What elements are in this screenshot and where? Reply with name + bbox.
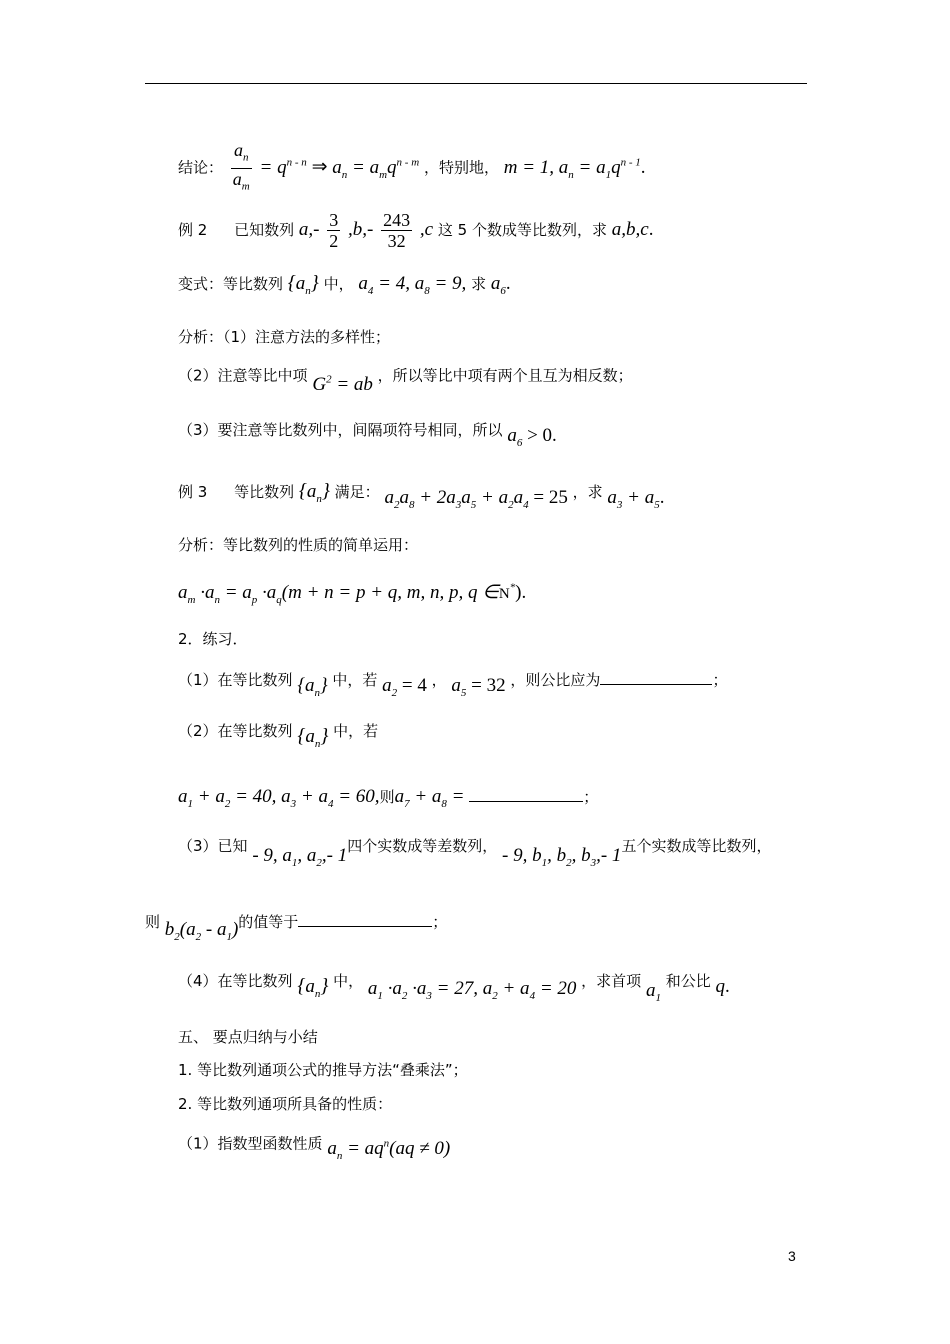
variant-target: $a_6$. (490, 273, 511, 297)
practice-item4: （4）在等比数列 $\{a_n\}$ 中， $a_1 \cdot a_2 \cdot a_3 = 27$, $a_2 + a_4 = 20$ ，求首项 $a_1$ 和公比 q. (178, 972, 730, 1004)
answer-blank-1[interactable] (600, 668, 712, 685)
formula-a6-positive: $a_6 > 0$. (507, 425, 557, 449)
example3-formula: $a_2a_8 + 2a_3a_5 + a_2a_4 = 25$ (384, 487, 568, 511)
fraction-an-am: $\frac{a_n}{a_m}$ (232, 140, 250, 193)
analysis1-line2: （2）注意等比中项 $G^2$ = ab ，所以等比中项有两个且互为相反数； (178, 366, 633, 396)
page-number: 3 (788, 1248, 796, 1264)
formula-q-power: = $q^{n - n}$ (259, 156, 307, 178)
summary-heading: 五、 要点归纳与小结 (178, 1028, 318, 1046)
formula-general-term: $a_n = a_mq^{n - m}$ (332, 156, 420, 181)
example3-text1: 等比数列 (234, 483, 295, 501)
practice-item2-formula: $a_1 + a_2 = 40$, $a_3 + a_4 = 60$,则$a_7 + a_8$ = ； (178, 786, 599, 810)
conclusion-line (178, 140, 646, 196)
example2-line: 例 2 已知数列 a,- $\frac{3}{2}$ ,b,- $\frac{243}{32}$ ,c 这 5 个数成等比数列，求 a,b,c. (178, 210, 654, 251)
variant-label: 变式：等比数列 (178, 275, 284, 293)
answer-blank-3[interactable] (298, 910, 432, 927)
example2-math-end: a,b,c (611, 219, 649, 240)
example3-text3: ，求 (572, 483, 603, 501)
fraction-3-2: $\frac{3}{2}$ (329, 210, 339, 251)
variant-mid: 中， (323, 275, 354, 293)
practice-item1: （1）在等比数列 $\{a_n\}$ 中，若 $a_2 = 4$ ， $a_5 = 32$ ，则公比应为 ； (178, 668, 727, 697)
example2-math-a: a,- (298, 219, 320, 240)
example3-target: $a_3 + a_5$. (607, 487, 665, 511)
example2-math-c: ,c (419, 219, 434, 240)
fraction-243-32: $\frac{243}{32}$ (383, 210, 411, 251)
practice-item3: （3）已知 - 9, $a_1$, $a_2,-$ 1四个实数成等差数列， - 9, $b_1$, $b_2$, $b_3,-$ 1五个实数成等比数列， (178, 837, 772, 869)
example3-line (178, 481, 665, 509)
analysis2-formula: $a_m \cdot a_n = a_p \cdot a_q(m + n = p + q$, m, n, p, q ∈N*). (178, 582, 527, 607)
formula-g-squared: $G^2$ = ab (312, 374, 373, 396)
summary-item2: 2. 等比数列通项所具备的性质： (178, 1095, 393, 1113)
special-text: ，特别地， (423, 158, 499, 177)
analysis1-line3: （3）要注意等比数列中，间隔项符号相同，所以 $a_6 > 0$. (178, 421, 557, 449)
p1-sequence: $\{a_n\}$ (297, 675, 328, 699)
p2-sequence: $\{a_n\}$ (297, 725, 329, 750)
example3-text2: 满足： (334, 483, 380, 501)
implies-arrow: ⇒ (311, 156, 328, 178)
example2-math-b: ,b,- (348, 219, 374, 240)
summary-item3: （1）指数型函数性质 $a_n = aq^n(aq \ne 0)$ (178, 1134, 451, 1163)
summary-item1: 1. 等比数列通项公式的推导方法“叠乘法”； (178, 1061, 468, 1079)
conclusion-label: 结论： (178, 158, 224, 177)
variant-ask: 求 (471, 275, 487, 293)
answer-blank-2[interactable] (469, 785, 583, 802)
sequence-an: $\{a_n\}$ (287, 272, 319, 297)
example2-text2: 这 5 个数成等比数列，求 (437, 221, 607, 239)
analysis2-line1: 分析：等比数列的性质的简单运用： (178, 536, 419, 554)
variant-formula: $a_4 = 4$, $a_8 = 9$, (358, 273, 467, 297)
formula-special-case: m = 1, $a_n = a_1q^{n - 1}$. (503, 156, 646, 181)
practice-item3-cont: 则 $b_2(a_2 - a_1)$的值等于 ； (145, 910, 447, 939)
example2-label: 例 2 (178, 221, 208, 239)
p4-sequence: $\{a_n\}$ (297, 975, 329, 1000)
example2-text1: 已知数列 (234, 221, 295, 239)
analysis1-line1: 分析：（1）注意方法的多样性； (178, 328, 391, 346)
header-rule (145, 83, 807, 84)
example3-label: 例 3 (178, 483, 208, 501)
example3-sequence: $\{a_n\}$ (298, 480, 330, 505)
variant-line (178, 273, 511, 301)
practice-item2: （2）在等比数列 $\{a_n\}$ 中，若 (178, 722, 379, 750)
practice-heading: 2．练习． (178, 630, 248, 648)
